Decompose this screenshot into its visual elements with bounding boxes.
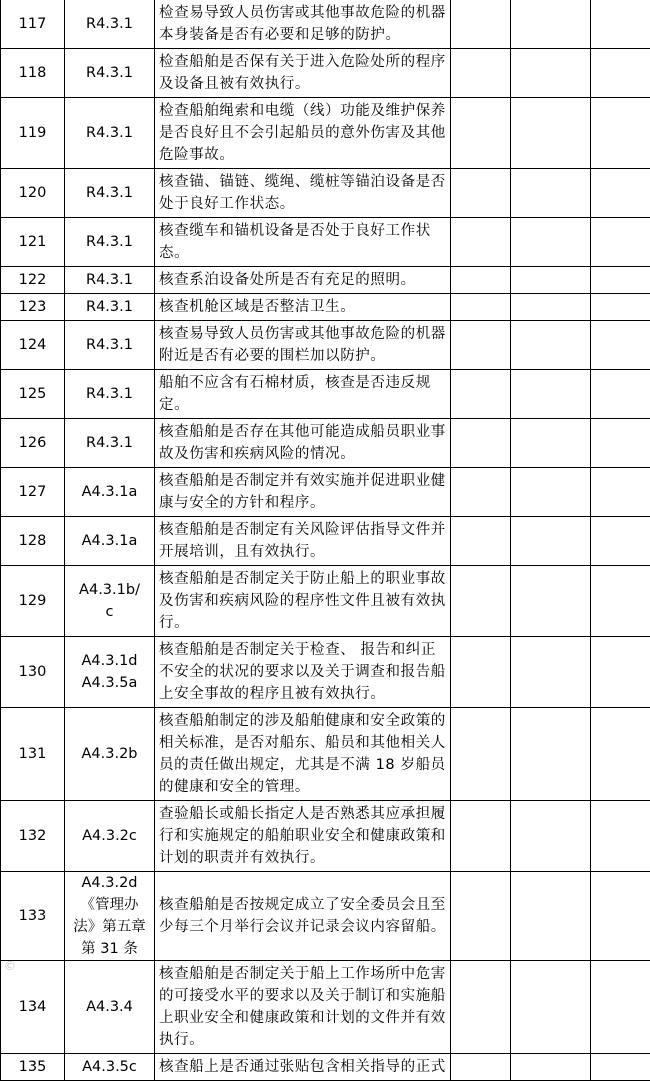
table-row <box>1 637 650 708</box>
inspection-item: 核查船舶是否制定有关风险评估指导文件并开展培训，且有效执行。 <box>155 517 451 566</box>
result-cell <box>451 294 511 321</box>
remarks-cell <box>511 49 591 98</box>
clause-code-line: R4.3.1 <box>65 231 154 253</box>
result-cell <box>451 1054 511 1081</box>
clause-code <box>65 708 155 801</box>
inspection-item: 核查船上是否通过张贴包含相关指导的正式 <box>155 1054 451 1081</box>
extra-cell <box>591 801 650 872</box>
result-cell <box>451 218 511 267</box>
clause-code-line: A4.3.1d <box>65 650 154 672</box>
row-number: 131 <box>1 708 65 801</box>
remarks-cell <box>511 98 591 169</box>
clause-code-line: 法》第五章 <box>65 916 154 938</box>
result-cell <box>451 267 511 294</box>
result-cell <box>451 872 511 961</box>
clause-code <box>65 98 155 169</box>
row-number: 135 <box>1 1054 65 1081</box>
row-number: 123 <box>1 294 65 321</box>
table-row <box>1 294 650 321</box>
extra-cell <box>591 1054 650 1081</box>
table-row <box>1 98 650 169</box>
inspection-item: 核查易导致人员伤害或其他事故危险的机器附近是否有必要的围栏加以防护。 <box>155 321 451 370</box>
table-row <box>1 961 650 1054</box>
row-number: 125 <box>1 370 65 419</box>
remarks-cell <box>511 419 591 468</box>
clause-code <box>65 294 155 321</box>
row-number: 129 <box>1 566 65 637</box>
inspection-item: 核查船舶是否存在其他可能造成船员职业事故及伤害和疾病风险的情况。 <box>155 419 451 468</box>
table-row <box>1 169 650 218</box>
clause-code-line: R4.3.1 <box>65 269 154 291</box>
remarks-cell <box>511 1054 591 1081</box>
row-number: 134 <box>1 961 65 1054</box>
clause-code-line: A4.3.2d <box>65 872 154 894</box>
remarks-cell <box>511 801 591 872</box>
row-number: 128 <box>1 517 65 566</box>
remarks-cell <box>511 708 591 801</box>
watermark: © <box>4 959 16 973</box>
remarks-cell <box>511 566 591 637</box>
extra-cell <box>591 517 650 566</box>
clause-code-line: A4.3.1a <box>65 481 154 503</box>
remarks-cell <box>511 0 591 49</box>
remarks-cell <box>511 961 591 1054</box>
inspection-item: 核查船舶是否制定关于检查、 报告和纠正不安全的状况的要求以及关于调查和报告船上安全事故的程序且被有效执行。 <box>155 637 451 708</box>
table-row <box>1 267 650 294</box>
clause-code-line: R4.3.1 <box>65 62 154 84</box>
row-number: 122 <box>1 267 65 294</box>
clause-code-line: A4.3.2c <box>65 825 154 847</box>
inspection-item: 核查系泊设备处所是否有充足的照明。 <box>155 267 451 294</box>
result-cell <box>451 801 511 872</box>
inspection-item: 检查易导致人员伤害或其他事故危险的机器本身装备是否有必要和足够的防护。 <box>155 0 451 49</box>
clause-code <box>65 872 155 961</box>
remarks-cell <box>511 872 591 961</box>
table-row <box>1 218 650 267</box>
result-cell <box>451 0 511 49</box>
table-row <box>1 468 650 517</box>
result-cell <box>451 419 511 468</box>
clause-code-line: A4.3.5c <box>65 1056 154 1078</box>
remarks-cell <box>511 169 591 218</box>
clause-code-line: R4.3.1 <box>65 383 154 405</box>
result-cell <box>451 169 511 218</box>
row-number: 118 <box>1 49 65 98</box>
clause-code <box>65 468 155 517</box>
remarks-cell <box>511 517 591 566</box>
table-row <box>1 321 650 370</box>
extra-cell <box>591 419 650 468</box>
table-row <box>1 566 650 637</box>
result-cell <box>451 468 511 517</box>
clause-code-line: 第 31 条 <box>65 938 154 960</box>
row-number: 132 <box>1 801 65 872</box>
clause-code-line: A4.3.2b <box>65 743 154 765</box>
result-cell <box>451 321 511 370</box>
inspection-item: 船舶不应含有石棉材质，核查是否违反规定。 <box>155 370 451 419</box>
table-row <box>1 1054 650 1081</box>
clause-code-line: A4.3.5a <box>65 672 154 694</box>
row-number: 121 <box>1 218 65 267</box>
clause-code <box>65 566 155 637</box>
clause-code-line: R4.3.1 <box>65 13 154 35</box>
extra-cell <box>591 566 650 637</box>
row-number: 126 <box>1 419 65 468</box>
row-number: 130 <box>1 637 65 708</box>
extra-cell <box>591 321 650 370</box>
extra-cell <box>591 370 650 419</box>
table-row <box>1 517 650 566</box>
remarks-cell <box>511 294 591 321</box>
inspection-item: 核查船舶是否制定并有效实施并促进职业健康与安全的方针和程序。 <box>155 468 451 517</box>
result-cell <box>451 566 511 637</box>
extra-cell <box>591 267 650 294</box>
extra-cell <box>591 0 650 49</box>
remarks-cell <box>511 468 591 517</box>
row-number: 117 <box>1 0 65 49</box>
clause-code <box>65 801 155 872</box>
table-row <box>1 419 650 468</box>
row-number: 120 <box>1 169 65 218</box>
extra-cell <box>591 708 650 801</box>
clause-code-line: 《管理办 <box>65 894 154 916</box>
extra-cell <box>591 872 650 961</box>
row-number: 127 <box>1 468 65 517</box>
inspection-item: 查验船长或船长指定人是否熟悉其应承担履行和实施规定的船舶职业安全和健康政策和计划的职责并有效执行。 <box>155 801 451 872</box>
extra-cell <box>591 49 650 98</box>
extra-cell <box>591 637 650 708</box>
extra-cell <box>591 294 650 321</box>
clause-code <box>65 637 155 708</box>
clause-code <box>65 169 155 218</box>
inspection-item: 核查锚、锚链、缆绳、缆桩等锚泊设备是否处于良好工作状态。 <box>155 169 451 218</box>
clause-code <box>65 267 155 294</box>
extra-cell <box>591 961 650 1054</box>
result-cell <box>451 708 511 801</box>
clause-code-line: A4.3.1a <box>65 530 154 552</box>
remarks-cell <box>511 637 591 708</box>
row-number: 133 <box>1 872 65 961</box>
clause-code-line: R4.3.1 <box>65 334 154 356</box>
inspection-item: 核查船舶是否制定关于船上工作场所中危害的可接受水平的要求以及关于制订和实施船上职业安全和健康政策和计划的文件并有效执行。 <box>155 961 451 1054</box>
clause-code-line: R4.3.1 <box>65 122 154 144</box>
clause-code <box>65 49 155 98</box>
extra-cell <box>591 169 650 218</box>
remarks-cell <box>511 218 591 267</box>
clause-code <box>65 0 155 49</box>
clause-code-line: A4.3.1b/ <box>65 579 154 601</box>
table-row <box>1 49 650 98</box>
inspection-item: 核查缆车和锚机设备是否处于良好工作状态。 <box>155 218 451 267</box>
inspection-item: 检查船舶是否保有关于进入危险处所的程序及设备且被有效执行。 <box>155 49 451 98</box>
table-row <box>1 801 650 872</box>
result-cell <box>451 49 511 98</box>
extra-cell <box>591 468 650 517</box>
inspection-item: 核查船舶是否按规定成立了安全委员会且至少每三个月举行会议并记录会议内容留船。 <box>155 872 451 961</box>
clause-code <box>65 1054 155 1081</box>
clause-code <box>65 961 155 1054</box>
remarks-cell <box>511 267 591 294</box>
result-cell <box>451 961 511 1054</box>
table-row <box>1 708 650 801</box>
inspection-item: 核查船舶是否制定关于防止船上的职业事故及伤害和疾病风险的程序性文件且被有效执行。 <box>155 566 451 637</box>
result-cell <box>451 637 511 708</box>
result-cell <box>451 517 511 566</box>
clause-code <box>65 517 155 566</box>
table-row <box>1 370 650 419</box>
row-number: 119 <box>1 98 65 169</box>
clause-code-line: R4.3.1 <box>65 432 154 454</box>
clause-code <box>65 419 155 468</box>
clause-code-line: c <box>65 601 154 623</box>
clause-code <box>65 321 155 370</box>
result-cell <box>451 98 511 169</box>
table-row <box>1 0 650 49</box>
clause-code-line: A4.3.4 <box>65 996 154 1018</box>
inspection-item: 核查船舶制定的涉及船舶健康和安全政策的相关标准，是否对船东、船员和其他相关人员的责任做出规定，尤其是不满 18 岁船员的健康和安全的管理。 <box>155 708 451 801</box>
inspection-item: 核查机舱区域是否整洁卫生。 <box>155 294 451 321</box>
result-cell <box>451 370 511 419</box>
clause-code <box>65 218 155 267</box>
clause-code <box>65 370 155 419</box>
extra-cell <box>591 98 650 169</box>
extra-cell <box>591 218 650 267</box>
inspection-item: 检查船舶绳索和电缆（线）功能及维护保养是否良好且不会引起船员的意外伤害及其他危险事故。 <box>155 98 451 169</box>
clause-code-line: R4.3.1 <box>65 182 154 204</box>
table-row <box>1 872 650 961</box>
remarks-cell <box>511 370 591 419</box>
clause-code-line: R4.3.1 <box>65 296 154 318</box>
remarks-cell <box>511 321 591 370</box>
row-number: 124 <box>1 321 65 370</box>
